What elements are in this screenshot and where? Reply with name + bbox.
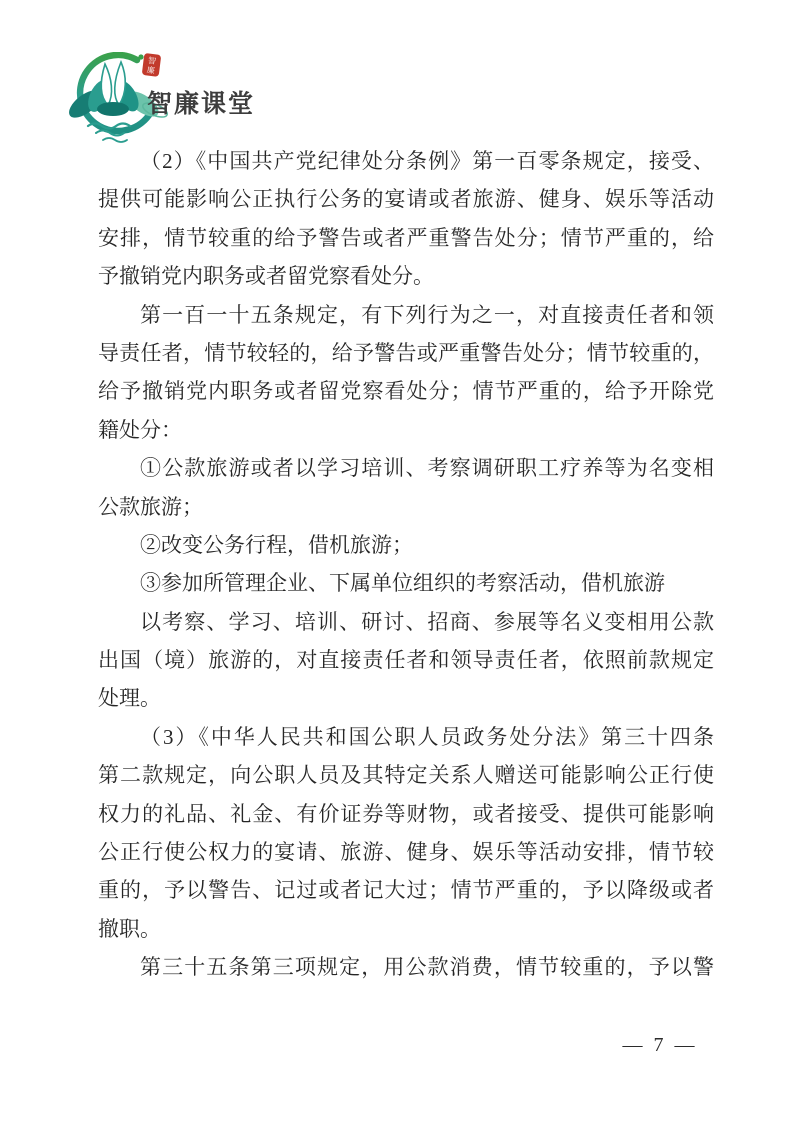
document-body <box>98 142 714 987</box>
petal-bottom <box>97 102 129 116</box>
text-line: 提供可能影响公正执行公务的宴请或者旅游、健身、娱乐等活动 <box>98 187 714 212</box>
seal-char-2: 廉 <box>146 65 156 76</box>
text-line: 第三十五条第三项规定，用公款消费，情节较重的，予以警 <box>140 955 714 980</box>
seal-char-1: 智 <box>147 56 157 66</box>
text-line: 公款旅游； <box>98 494 203 519</box>
text-line: ③参加所管理企业、下属单位组织的考察活动，借机旅游 <box>140 571 665 596</box>
text-line: 以考察、学习、培训、研讨、招商、参展等名义变相用公款 <box>140 609 714 634</box>
text-line: （2）《中国共产党纪律处分条例》第一百零条规定，接受、 <box>140 149 714 173</box>
text-line: 予撤销党内职务或者留党察看处分。 <box>98 264 434 289</box>
text-line: 权力的礼品、礼金、有价证券等财物，或者接受、提供可能影响 <box>98 801 714 826</box>
text-line: ①公款旅游或者以学习培训、考察调研职工疗养等为名变相 <box>140 456 714 481</box>
page-number: — 7 — <box>622 1034 698 1056</box>
seal-stamp <box>142 53 162 77</box>
text-line: 籍处分： <box>98 417 182 442</box>
text-line: 第一百一十五条规定，有下列行为之一，对直接责任者和领 <box>140 302 714 327</box>
text-line: （3）《中华人民共和国公职人员政务处分法》第三十四条 <box>140 724 714 749</box>
logo-title: 智廉课堂 <box>147 90 256 118</box>
text-line: 导责任者，情节较轻的，给予警告或严重警告处分；情节较重的， <box>98 340 714 365</box>
text-line: ②改变公务行程，借机旅游； <box>140 532 413 557</box>
text-line: 重的，予以警告、记过或者记大过；情节严重的，予以降级或者 <box>98 878 714 903</box>
text-line: 处理。 <box>98 686 161 711</box>
text-line: 安排，情节较重的给予警告或者严重警告处分；情节严重的，给 <box>98 225 714 250</box>
text-line: 撤职。 <box>98 916 161 941</box>
text-line: 出国（境）旅游的，对直接责任者和领导责任者，依照前款规定 <box>98 648 714 673</box>
text-line: 第二款规定，向公职人员及其特定关系人赠送可能影响公正行使 <box>98 763 714 788</box>
text-line: 给予撤销党内职务或者留党察看处分；情节严重的，给予开除党 <box>98 379 714 404</box>
text-line: 公正行使公权力的宴请、旅游、健身、娱乐等活动安排，情节较 <box>98 840 714 865</box>
swoosh-droplet <box>138 54 143 59</box>
